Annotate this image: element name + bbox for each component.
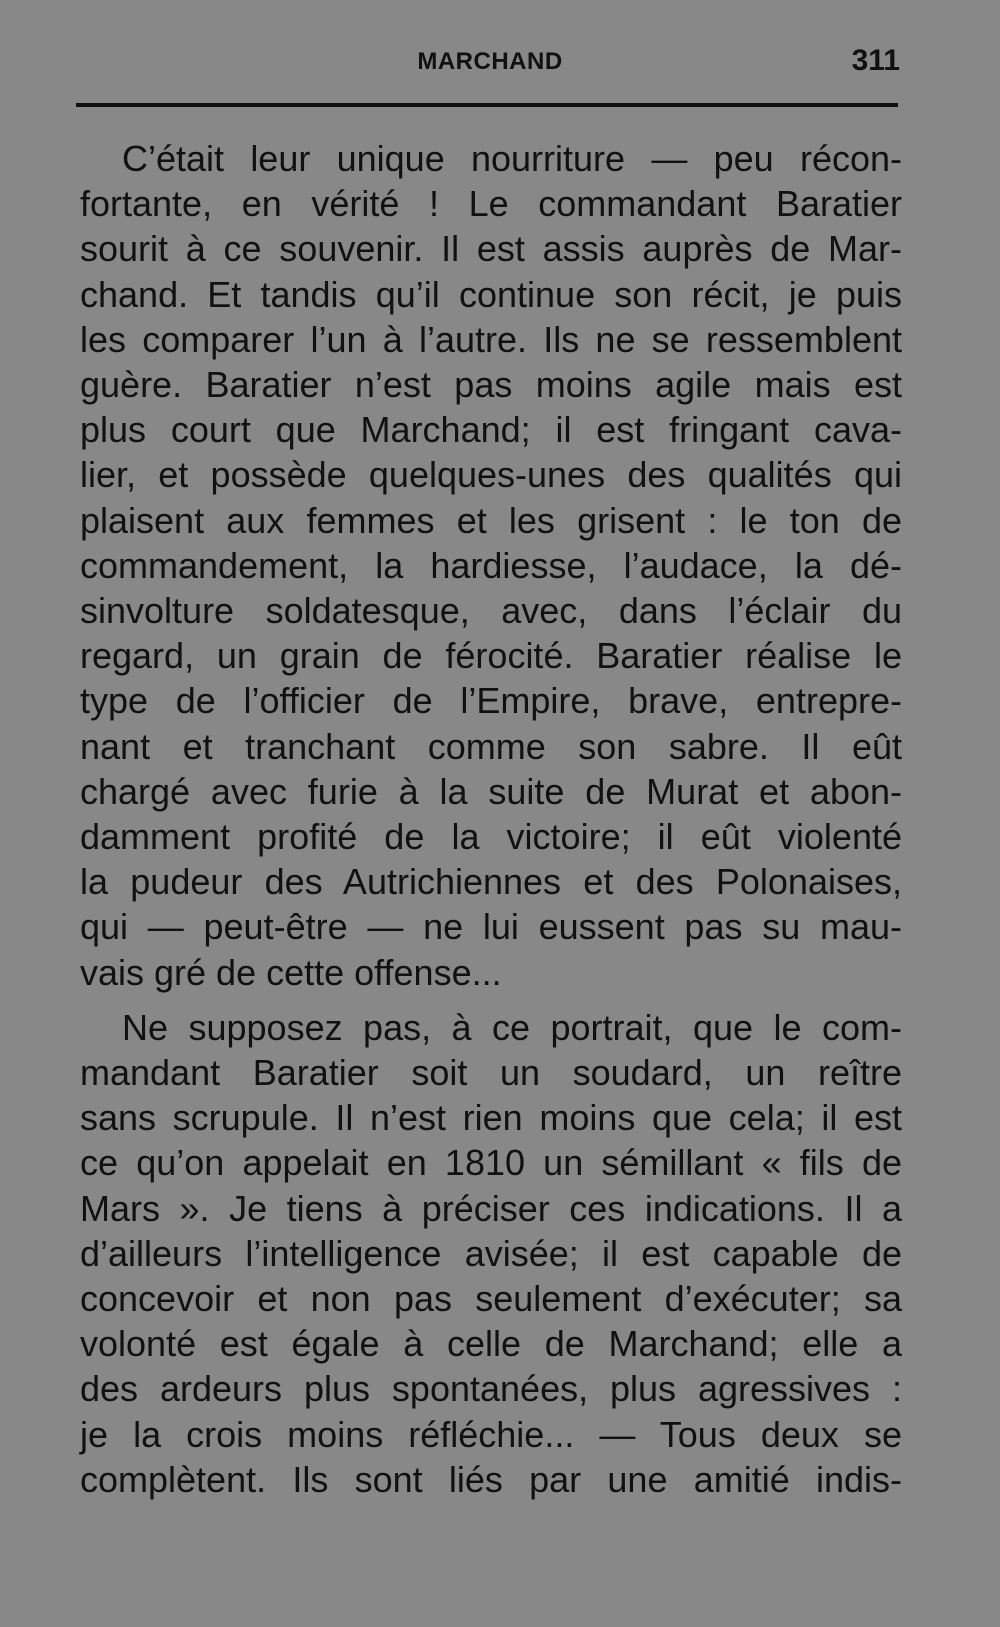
page-number: 311	[851, 44, 900, 77]
text-line: chand. Et tandis qu’il continue son récit, je puis	[80, 273, 902, 315]
text-line: damment profité de la victoire; il eût violenté	[80, 816, 902, 858]
text-line: chargé avec furie à la suite de Murat et abon-	[80, 770, 902, 812]
text-line: nant et tranchant comme son sabre. Il eût	[80, 725, 902, 767]
text-line: lier, et possède quelques-unes des qualités qui	[80, 454, 902, 496]
text-line: vais gré de cette offense...	[80, 951, 502, 993]
running-title: MARCHAND	[417, 48, 563, 75]
text-line: plaisent aux femmes et les grisent : le ton de	[80, 499, 902, 541]
text-line: commandement, la hardiesse, l’audace, la dé-	[80, 544, 902, 586]
text-line: des ardeurs plus spontanées, plus agressives :	[80, 1368, 902, 1410]
text-line: je la crois moins réfléchie... — Tous deux se	[80, 1413, 902, 1455]
paragraph-2	[80, 1005, 902, 1502]
text-line: sinvolture soldatesque, avec, dans l’éclair du	[80, 590, 902, 632]
text-line: plus court que Marchand; il est fringant cava-	[80, 409, 902, 451]
text-line: C’était leur unique nourriture — peu récon-	[122, 138, 902, 179]
text-line: la pudeur des Autrichiennes et des Polonaises,	[80, 861, 902, 903]
text-line: type de l’officier de l’Empire, brave, entrepre-	[80, 680, 902, 722]
text-line: d’ailleurs l’intelligence avisée; il est capable de	[80, 1232, 902, 1274]
text-line: Mars ». Je tiens à préciser ces indications. Il a	[80, 1187, 902, 1229]
running-head	[80, 44, 900, 84]
paragraph-1	[80, 136, 902, 995]
text-line: regard, un grain de férocité. Baratier réalise le	[80, 635, 902, 677]
text-line: concevoir et non pas seulement d’exécuter; sa	[80, 1278, 902, 1320]
text-line: les comparer l’un à l’autre. Ils ne se ressemblent	[80, 318, 902, 360]
text-line: fortante, en vérité ! Le commandant Baratier	[80, 183, 902, 225]
header-rule	[76, 103, 898, 107]
text-line: sans scrupule. Il n’est rien moins que cela; il est	[80, 1097, 902, 1139]
text-line: guère. Baratier n’est pas moins agile mais est	[80, 364, 902, 406]
text-line: Ne supposez pas, à ce portrait, que le com-	[122, 1006, 902, 1048]
text-line: qui — peut-être — ne lui eussent pas su mau-	[80, 906, 902, 948]
body-text	[80, 136, 902, 1502]
text-line: ce qu’on appelait en 1810 un sémillant « fils de	[80, 1142, 902, 1184]
text-line: mandant Baratier soit un soudard, un reître	[80, 1052, 902, 1094]
text-line: volonté est égale à celle de Marchand; elle a	[80, 1323, 902, 1365]
text-line: complètent. Ils sont liés par une amitié indis-	[80, 1458, 902, 1500]
text-line: sourit à ce souvenir. Il est assis auprès de Mar-	[80, 228, 902, 270]
